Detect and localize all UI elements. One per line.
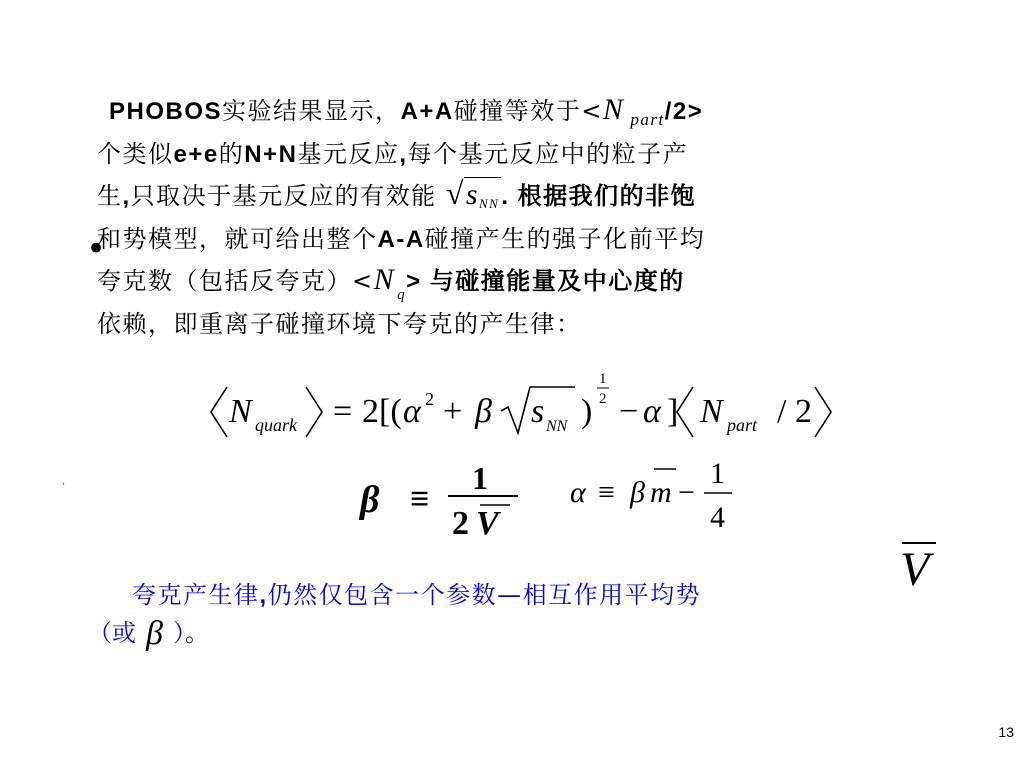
paragraph-line-3 (97, 175, 927, 218)
n-q-subscript: q (397, 286, 407, 303)
denominator-two: 2 (452, 505, 469, 542)
close-paren: ) (581, 393, 593, 430)
text-segment: 基元反应 (297, 139, 400, 168)
m-symbol: m (650, 476, 672, 509)
text-segment: 个类似 (97, 139, 174, 168)
text-half: /2> (664, 98, 704, 125)
main-paragraph (97, 90, 927, 345)
minus-sign: − (678, 476, 695, 509)
n-quark-symbol: N (229, 393, 252, 430)
part-subscript: part (727, 415, 758, 435)
text-segment: 的 (218, 139, 245, 168)
equiv-sign: ≡ (598, 476, 615, 509)
sqrt-sign: √ (445, 174, 465, 211)
period: 。 (184, 619, 209, 647)
n-part-subscript: part (630, 110, 665, 129)
exponent-numerator: 1 (599, 371, 607, 387)
text-segment: 夸克数（包括反夸克）< (97, 267, 374, 295)
divide-two: / 2 (777, 393, 812, 430)
text-nn: N+N (244, 140, 298, 168)
equiv-sign: ≡ (410, 481, 430, 518)
exponent-denominator: 2 (599, 391, 607, 407)
conclusion-line-1 (90, 572, 920, 619)
page-number: 13 (998, 724, 1014, 740)
text-segment: 实验结果显示， (222, 97, 401, 125)
conclusion-comma: , (259, 582, 268, 609)
equals-sign: = (333, 393, 353, 430)
text-segment: 和势模型，就可给出整个 (97, 224, 378, 253)
tick-mark: , (62, 476, 66, 487)
beta-symbol: β (146, 615, 163, 652)
sqrt-s-nn: √ sNN (445, 174, 500, 211)
left-angle-bracket-2 (677, 387, 693, 437)
text-segment: . 根据我们的非饱 (501, 183, 697, 210)
text-segment: 只取决于基元反应的有效能 (130, 182, 437, 210)
alpha-symbol: α (403, 393, 421, 430)
paragraph-line-4 (97, 218, 927, 261)
n-part-symbol: N (700, 393, 723, 430)
text-aa: A+A (400, 98, 454, 125)
fraction-numerator: 1 (472, 460, 488, 496)
text-segment: 每个基元反应中的粒子产 (407, 139, 689, 168)
paragraph-line-1 (97, 90, 927, 133)
beta-symbol: β (360, 479, 380, 521)
equation-beta-definition (340, 455, 530, 545)
paragraph-line-5 (97, 260, 927, 303)
fraction-numerator: 1 (710, 457, 725, 490)
quark-subscript: quark (255, 415, 297, 435)
two-bracket: 2[( (362, 393, 402, 430)
text-segment: > 与碰撞能量及中心度的 (406, 268, 685, 295)
v-overbar (902, 542, 936, 544)
equation-alpha-definition (570, 455, 750, 545)
denominator-v: V (476, 505, 499, 542)
text-phobos: PHOBOS (109, 98, 223, 125)
conclusion-text: 仍然仅包含一个参数—相互作用平均势 (267, 581, 702, 609)
text-ee: e+e (173, 140, 219, 168)
n-part-symbol: N $_{part}$ (602, 93, 665, 129)
close-paren-text: ） (172, 619, 185, 647)
s-symbol: s (531, 393, 545, 430)
text-segment: 碰撞等效于< (453, 97, 603, 125)
n-q-symbol: N $_q$ (373, 262, 407, 303)
text-segment: 碰撞产生的强子化前平均 (424, 224, 706, 253)
beta-symbol: β (475, 393, 492, 430)
text-comma: , (122, 183, 131, 210)
minus-sign: − (619, 393, 639, 430)
alpha-symbol: α (570, 476, 586, 509)
plus-sign: + (443, 393, 463, 430)
v-bar-symbol: V (900, 546, 929, 594)
fraction-denominator: 4 (710, 501, 725, 534)
nn-subscript: NN (546, 418, 568, 435)
text-segment: 生 (97, 182, 123, 210)
right-angle-bracket-2 (815, 387, 831, 437)
right-angle-bracket (306, 387, 322, 437)
left-angle-bracket (211, 387, 227, 437)
conclusion-text: 夸克产生律 (132, 581, 260, 609)
alpha-symbol-2: α (643, 393, 661, 430)
alpha-exponent: 2 (425, 389, 434, 409)
open-paren-text: （或 (88, 619, 136, 647)
text-a-a: A-A (377, 225, 425, 253)
beta-symbol: β (630, 476, 645, 509)
conclusion-line-2 (88, 612, 209, 655)
close-bracket: ] (667, 393, 679, 430)
text-comma: , (399, 140, 408, 168)
paragraph-line-2 (97, 133, 927, 176)
equation-quark-number (205, 365, 845, 455)
paragraph-line-6: 依赖，即重离子碰撞环境下夸克的产生律： (97, 309, 582, 338)
s-nn-subscript: NN (479, 195, 500, 211)
bullet-point: • (86, 229, 107, 269)
